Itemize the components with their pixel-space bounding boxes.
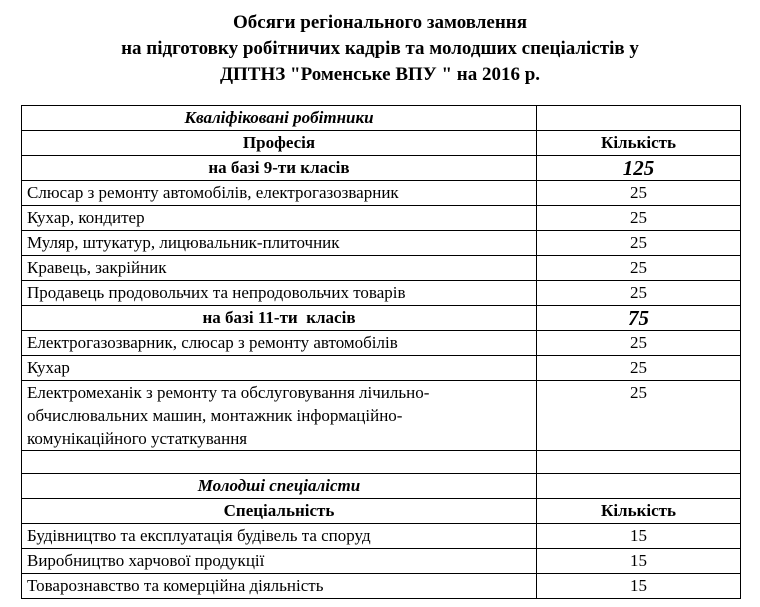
specialty-name: Товарознавство та комерційна діяльність — [22, 574, 537, 599]
column-header-profession: Професія — [22, 131, 537, 156]
profession-name: Кухар — [22, 356, 537, 381]
quantity-value: 25 — [537, 231, 741, 256]
section-heading-qualified: Кваліфіковані робітники — [22, 106, 537, 131]
quantity-value: 15 — [537, 574, 741, 599]
empty-row — [22, 451, 741, 474]
group-label: на базі 11-ти класів — [22, 306, 537, 331]
table-row — [22, 281, 741, 306]
column-header-row — [22, 131, 741, 156]
section-heading-row — [22, 474, 741, 499]
profession-name: Кравець, закрійник — [22, 256, 537, 281]
specialty-name: Будівництво та експлуатація будівель та споруд — [22, 524, 537, 549]
table-row — [22, 181, 741, 206]
title-line-2: на підготовку робітничих кадрів та молодших спеціалістів у — [121, 38, 639, 59]
table-row — [22, 331, 741, 356]
title-line-1: Обсяги регіонального замовлення — [232, 12, 528, 33]
profession-name: Слюсар з ремонту автомобілів, електрогазозварник — [22, 181, 537, 206]
profession-name: Продавець продовольчих та непродовольчих товарів — [22, 281, 537, 306]
group-row-9 — [22, 156, 741, 181]
title-line-3: ДПТНЗ "Роменське ВПУ " на 2016 р. — [219, 64, 541, 85]
table-row — [22, 549, 741, 574]
section-heading-row — [22, 106, 741, 131]
group-row-11 — [22, 306, 741, 331]
profession-name: Муляр, штукатур, лицювальник-плиточник — [22, 231, 537, 256]
quantity-value: 25 — [537, 331, 741, 356]
quantity-value: 25 — [537, 356, 741, 381]
quantity-value: 25 — [537, 181, 741, 206]
table-row — [22, 206, 741, 231]
group-total: 75 — [537, 306, 741, 331]
quantity-value: 15 — [537, 549, 741, 574]
profession-name: Кухар, кондитер — [22, 206, 537, 231]
order-table — [21, 105, 741, 599]
group-label: на базі 9-ти класів — [22, 156, 537, 181]
quantity-value: 15 — [537, 524, 741, 549]
table-row — [22, 231, 741, 256]
table-row-multiline — [22, 381, 741, 451]
table-row — [22, 256, 741, 281]
specialty-name: Виробництво харчової продукції — [22, 549, 537, 574]
document-title — [0, 10, 760, 88]
column-header-row — [22, 499, 741, 524]
column-header-specialty: Спеціальність — [22, 499, 537, 524]
quantity-value: 25 — [537, 256, 741, 281]
quantity-value: 25 — [537, 206, 741, 231]
group-total: 125 — [537, 156, 741, 181]
section-heading-junior-specialists: Молодші спеціалісти — [22, 474, 537, 499]
profession-name: Електрогазозварник, слюсар з ремонту автомобілів — [22, 331, 537, 356]
column-header-quantity: Кількість — [537, 131, 741, 156]
profession-line-1: Електромеханік з ремонту та обслуговування лічильно- — [27, 383, 430, 402]
table-row — [22, 524, 741, 549]
quantity-value: 25 — [537, 381, 741, 451]
table-row — [22, 574, 741, 599]
column-header-quantity: Кількість — [537, 499, 741, 524]
profession-name — [22, 381, 537, 451]
table-row — [22, 356, 741, 381]
quantity-value: 25 — [537, 281, 741, 306]
profession-line-2: обчислювальних машин, монтажник інформаційно- — [27, 406, 403, 425]
profession-line-3: комунікаційного устаткування — [27, 429, 248, 448]
